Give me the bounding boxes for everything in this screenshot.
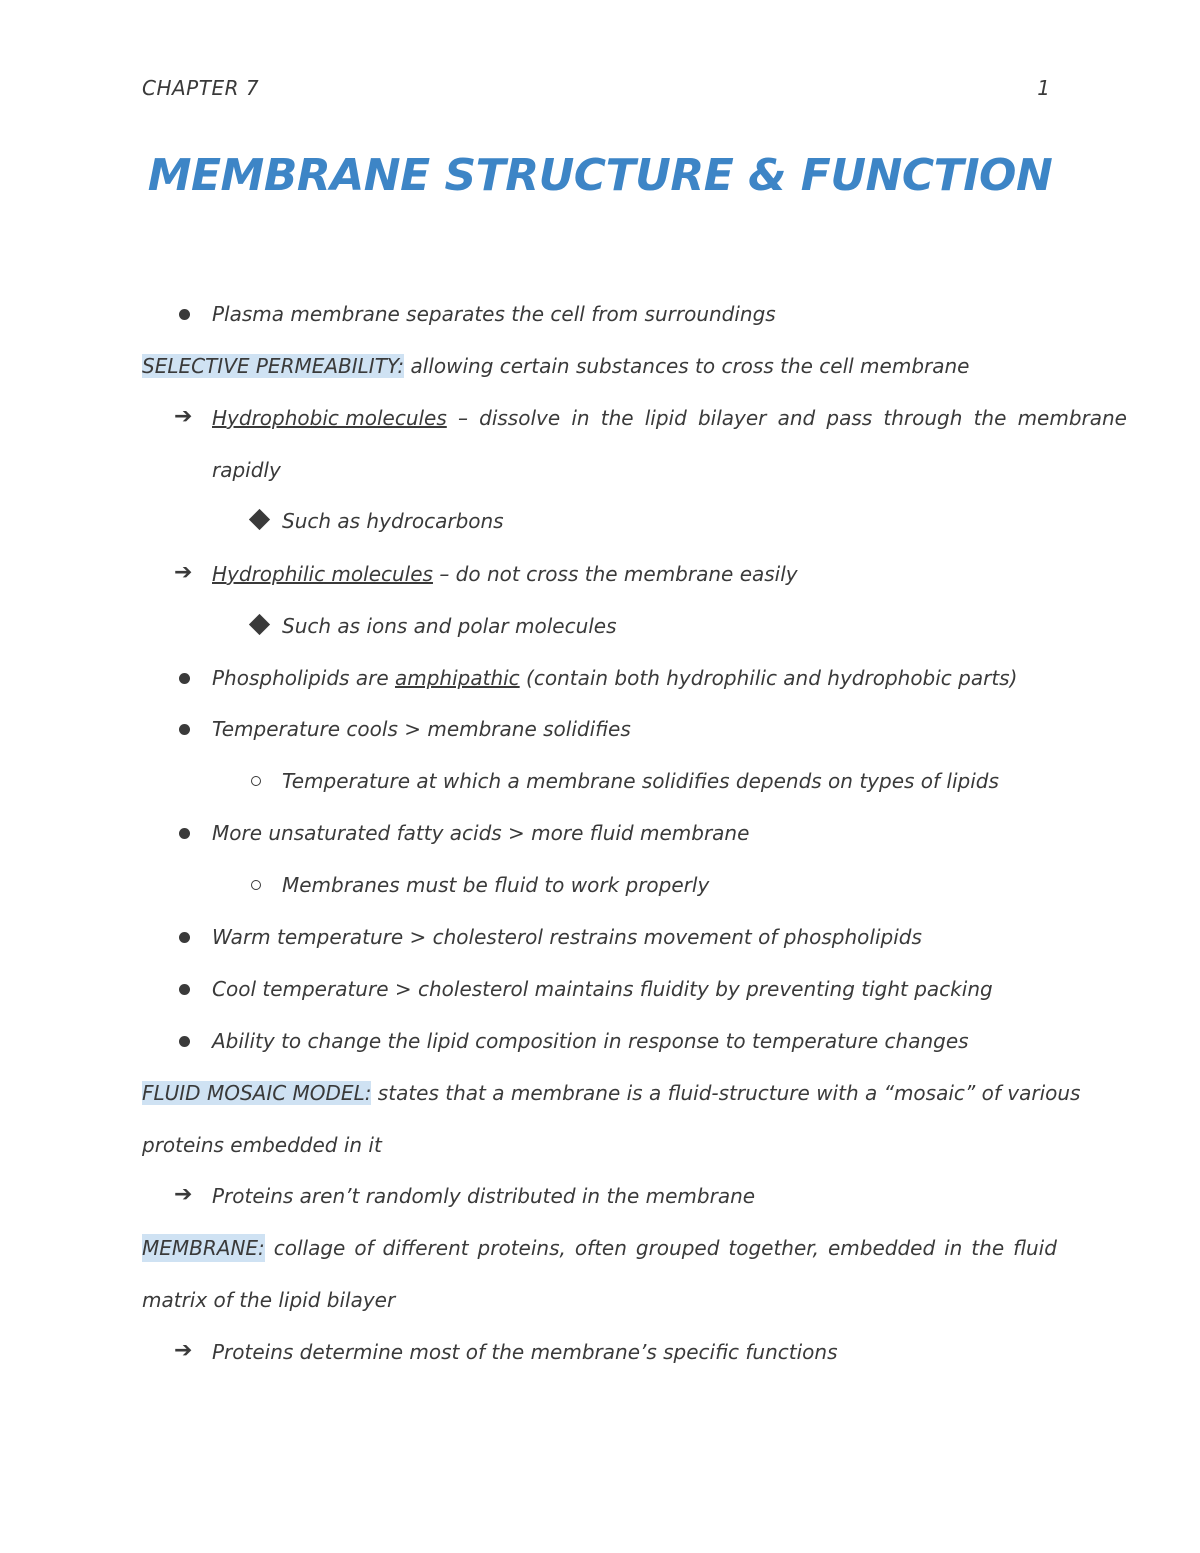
word: embedded [827,1236,936,1260]
bullet-dot-icon [179,984,190,995]
circle-bullet-icon [251,776,261,786]
arrow-right-icon: ➔ [174,560,193,585]
definition-membrane-continued: matrix of the lipid bilayer [142,1288,396,1312]
bullet-dot-icon [179,673,190,684]
word: bilayer [697,406,767,430]
note-ability: Ability to change the lipid composition in response to temperature changes [212,1029,969,1053]
word: the [971,1236,1005,1260]
word: collage [273,1236,346,1260]
word: the [973,406,1007,430]
term-amphipathic: amphipathic [394,666,520,690]
definition-text: states that a membrane is a fluid-structure with a “mosaic” of various [371,1081,1081,1105]
note-unsaturated: More unsaturated fatty acids > more fluid membrane [212,821,750,845]
word: through [883,406,963,430]
word: together, [728,1236,820,1260]
bullet-dot-icon [179,932,190,943]
bullet-dot-icon [179,309,190,320]
arrow-right-icon: ➔ [174,404,193,429]
term-hydrophilic: Hydrophilic molecules [212,562,433,586]
text: Phospholipids are [212,666,395,690]
bullet-dot-icon [179,724,190,735]
arrow-right-icon: ➔ [174,1338,193,1363]
note-hydrocarbons: Such as hydrocarbons [282,509,504,533]
term-fluid-mosaic-model: FLUID MOSAIC MODEL: [142,1081,372,1105]
text: (contain both hydrophilic and hydrophobic parts) [519,666,1018,690]
note-hydrophilic [212,560,798,588]
term-hydrophobic: Hydrophobic molecules [212,406,447,430]
arrow-right-icon: ➔ [174,1182,193,1207]
term-selective-permeability: SELECTIVE PERMEABILITY: [142,354,405,378]
word: in [944,1236,963,1260]
chapter-header: CHAPTER 7 [142,76,260,100]
term-membrane: MEMBRANE: [142,1236,265,1260]
note-ions: Such as ions and polar molecules [282,614,617,638]
word: in [571,406,590,430]
word: lipid [644,406,687,430]
bullet-dot-icon [179,828,190,839]
word: often [574,1236,627,1260]
note-proteins-random: Proteins aren’t randomly distributed in the membrane [212,1184,756,1208]
definition-fluid-mosaic-model [142,1079,1080,1107]
definition-selective-permeability [142,352,969,380]
word: different [382,1236,469,1260]
note-cool-temperature: Cool temperature > cholesterol maintains fluidity by preventing tight packing [212,977,993,1001]
note-hydrophobic-continued: rapidly [212,458,281,482]
word: the [600,406,634,430]
note-temperature-depends: Temperature at which a membrane solidifies depends on types of lipids [282,769,999,793]
note-phospholipids [212,664,1017,692]
circle-bullet-icon [251,880,261,890]
note-warm-temperature: Warm temperature > cholesterol restrains movement of phospholipids [212,925,922,949]
definition-membrane [142,1234,1057,1262]
word: grouped [635,1236,720,1260]
page-number: 1 [1037,76,1050,100]
definition-fluid-mosaic-continued: proteins embedded in it [142,1133,382,1157]
diamond-bullet-icon [249,509,270,530]
definition-text: – do not cross the membrane easily [432,562,798,586]
word: and [777,406,816,430]
word: proteins, [477,1236,566,1260]
note-temperature-cools: Temperature cools > membrane solidifies [212,717,631,741]
page-title: MEMBRANE STRUCTURE & FUNCTION [147,150,1053,201]
word: membrane [1017,406,1127,430]
word: dissolve [479,406,561,430]
note-proteins-determine: Proteins determine most of the membrane’s specific functions [212,1340,838,1364]
note-must-be-fluid: Membranes must be fluid to work properly [282,873,710,897]
diamond-bullet-icon [249,614,270,635]
note-hydrophobic [212,404,1127,432]
word: fluid [1013,1236,1057,1260]
bullet-dot-icon [179,1036,190,1047]
word: of [354,1236,374,1260]
definition-text: allowing certain substances to cross the cell membrane [404,354,970,378]
word: – [457,406,468,430]
note-plasma-membrane: Plasma membrane separates the cell from surroundings [212,302,776,326]
word: pass [826,406,873,430]
